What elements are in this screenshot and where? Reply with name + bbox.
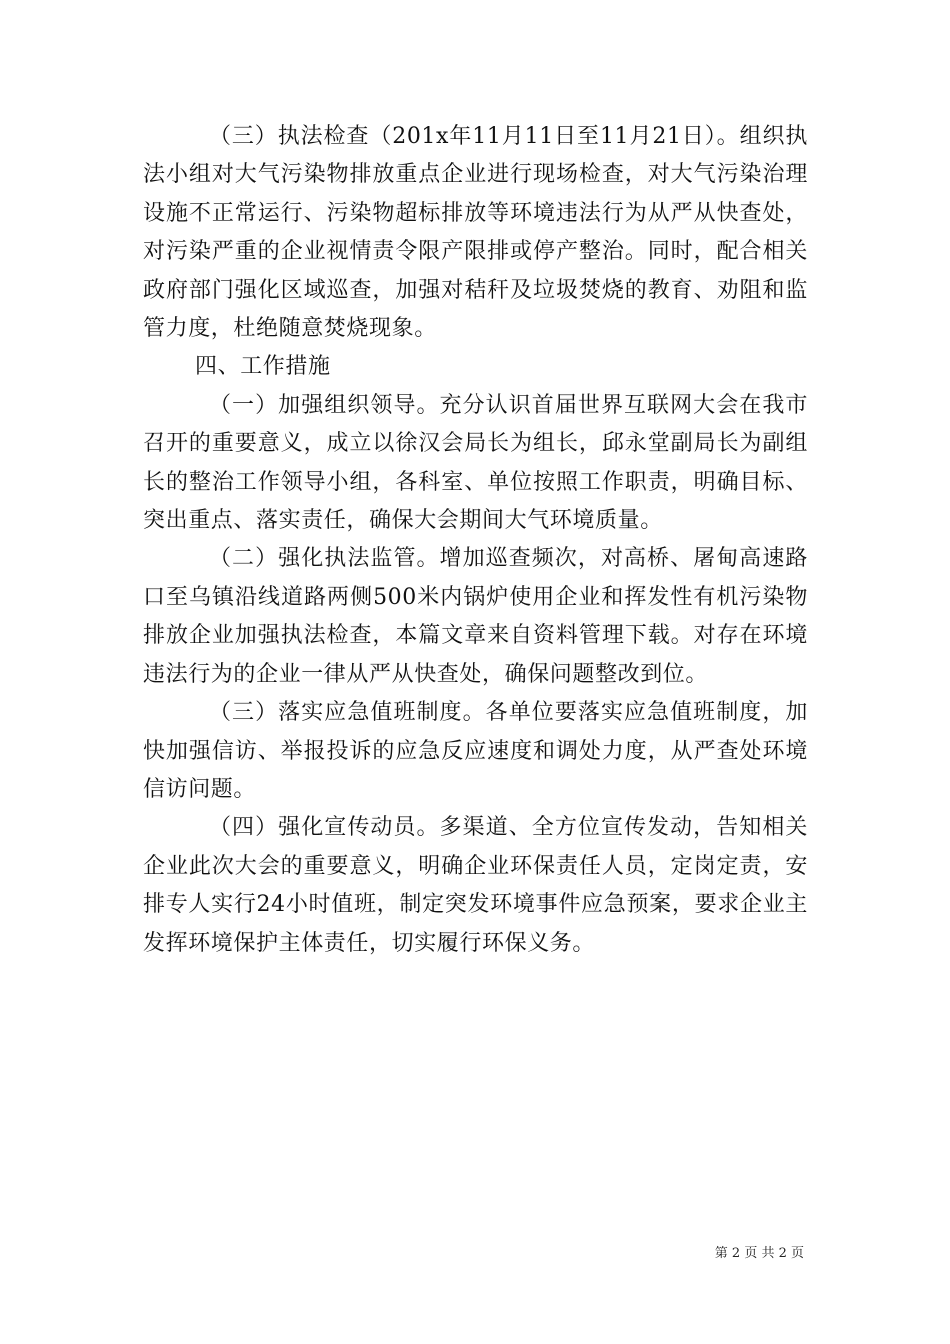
paragraph-emergency-duty: （三）落实应急值班制度。各单位要落实应急值班制度，加快加强信访、举报投诉的应急反应速度和调处力度，从严查处环境信访问题。 [143,700,808,802]
paragraph-organization-leadership: （一）加强组织领导。充分认识首届世界互联网大会在我市召开的重要意义，成立以徐汉会局长为组长，邱永堂副局长为副组长的整治工作领导小组，各科室、单位按照工作职责，明确目标、突出重点、落实责任，确保大会期间大气环境质量。 [143,392,808,534]
document-body [143,118,808,963]
page-number-footer: 第 2 页 共 2 页 [714,1246,804,1261]
paragraph-enforcement-inspection: （三）执法检查（201x年11月11日至11月21日）。组织执法小组对大气污染物排放重点企业进行现场检查，对大气污染治理设施不正常运行、污染物超标排放等环境违法行为从严从快查处，对污染严重的企业视情责令限产限排或停产整治。同时，配合相关政府部门强化区域巡查，加强对秸秆及垃圾焚烧的教育、劝阻和监管力度，杜绝随意焚烧现象。 [143,124,808,342]
section-heading-work-measures: 四、工作措施 [195,354,331,380]
paragraph-enforcement-supervision: （二）强化执法监管。增加巡查频次，对高桥、屠甸高速路口至乌镇沿线道路两侧500米内锅炉使用企业和挥发性有机污染物排放企业加强执法检查，本篇文章来自资料管理下载。对存在环境违法行为的企业一律从严从快查处，确保问题整改到位。 [143,546,808,687]
paragraph-publicity-mobilization: （四）强化宣传动员。多渠道、全方位宣传发动，告知相关企业此次大会的重要意义，明确企业环保责任人员，定岗定责，安排专人实行24小时值班，制定突发环境事件应急预案，要求企业主发挥环境保护主体责任，切实履行环保义务。 [143,815,808,956]
